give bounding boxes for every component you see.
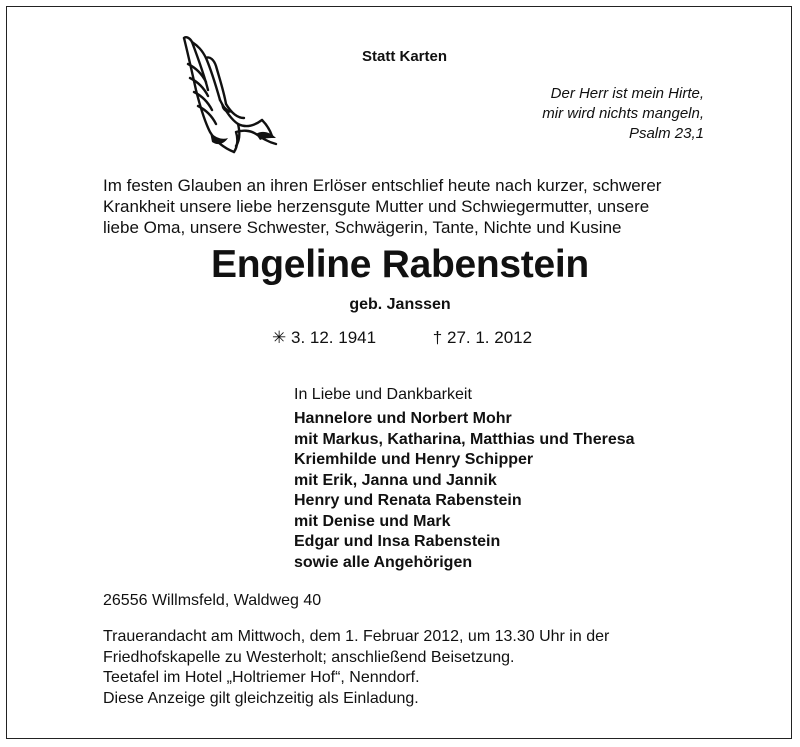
mourner-line: Edgar und Insa Rabenstein — [294, 533, 501, 550]
mourner-line: mit Markus, Katharina, Matthias und Theresa — [294, 430, 635, 448]
intro-line: Krankheit unsere liebe herzensgute Mutter und Schwiegermutter, unsere — [103, 197, 650, 216]
intro-line: Im festen Glauben an ihren Erlöser entschlief heute nach kurzer, schwerer — [103, 176, 662, 195]
statt-karten-label: Statt Karten — [362, 48, 448, 65]
mourner-line: Hannelore und Norbert Mohr — [294, 410, 512, 427]
birth-star-icon: ✳ — [272, 328, 287, 347]
mourners-heading: In Liebe und Dankbarkeit — [294, 386, 472, 403]
birth-date-value: 3. 12. 1941 — [290, 328, 377, 347]
intro-line: liebe Oma, unsere Schwester, Schwägerin, Tante, Nichte und Kusine — [103, 218, 622, 237]
verse-line: Der Herr ist mein Hirte, — [550, 85, 704, 102]
life-dates — [272, 328, 532, 348]
deceased-name: Engeline Rabenstein — [211, 243, 589, 286]
service-line: Trauerandacht am Mittwoch, dem 1. Februar 2012, um 13.30 Uhr in der — [103, 628, 610, 645]
family-address: 26556 Willmsfeld, Waldweg 40 — [103, 592, 322, 609]
mourner-line: Kriemhilde und Henry Schipper — [294, 451, 534, 468]
verse-reference: Psalm 23,1 — [628, 125, 704, 142]
birth-date — [272, 328, 376, 348]
cross-icon: † — [432, 328, 443, 347]
bible-verse — [542, 84, 704, 144]
service-details — [103, 627, 609, 709]
service-line: Friedhofskapelle zu Westerholt; anschließend Beisetzung. — [103, 648, 515, 666]
mourner-line: Henry und Renata Rabenstein — [294, 492, 522, 509]
mourner-line: sowie alle Angehörigen — [294, 553, 473, 571]
service-line: Teetafel im Hotel „Holtriemer Hof“, Nenndorf. — [103, 669, 420, 686]
verse-line: mir wird nichts mangeln, — [542, 105, 704, 122]
mourner-line: mit Denise und Mark — [294, 512, 451, 530]
intro-text — [103, 175, 723, 238]
praying-hands-icon — [176, 34, 286, 158]
mourner-line: mit Erik, Janna und Jannik — [294, 471, 497, 489]
death-date-value: 27. 1. 2012 — [447, 328, 533, 347]
mourners-list — [294, 409, 635, 573]
service-line: Diese Anzeige gilt gleichzeitig als Einladung. — [103, 689, 419, 707]
death-date — [433, 328, 532, 348]
maiden-name: geb. Janssen — [349, 296, 451, 313]
